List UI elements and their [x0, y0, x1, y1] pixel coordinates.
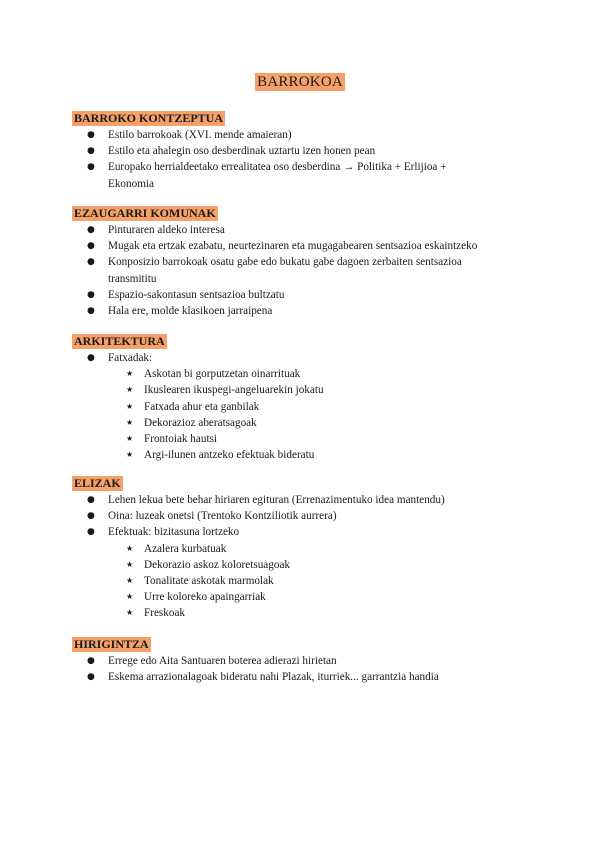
section-heading: BARROKO KONTZEPTUA	[74, 111, 224, 125]
bullet-list	[72, 222, 542, 319]
section-heading: HIRIGINTZA	[74, 637, 149, 651]
list-item: ● Errege edo Aita Santuaren boterea adierazi hirietan	[72, 653, 542, 669]
sub-list-item: ★ Ikuslearen ikuspegi-angeluarekin jokatu	[72, 382, 542, 398]
list-item: ● Hala ere, molde klasikoen jarraipena	[72, 303, 542, 319]
section-ezaugarri-komunak	[72, 204, 542, 319]
section-arkitektura	[72, 332, 542, 463]
list-item: ● Europako herrialdeetako errealitatea oso desberdina → Politika + Erlijioa +	[72, 159, 542, 175]
list-item: ● Espazio-sakontasun sentsazioa bultzatu	[72, 287, 542, 303]
section-heading: EZAUGARRI KOMUNAK	[74, 206, 216, 220]
section-barroko-kontzeptua	[72, 109, 542, 192]
sub-list-item: ★ Azalera kurbatuak	[72, 541, 542, 557]
list-item-continuation: Ekonomia	[108, 177, 154, 190]
bullet-list	[72, 350, 542, 366]
document-title	[0, 73, 600, 91]
section-elizak	[72, 474, 542, 622]
section-hirigintza	[72, 635, 542, 685]
star-list	[72, 541, 542, 622]
list-item: ● Lehen lekua bete behar hiriaren egituran (Errenazimentuko idea mantendu)	[72, 492, 542, 508]
sub-list-item: ★ Tonalitate askotak marmolak	[72, 573, 542, 589]
list-item: ● Mugak eta ertzak ezabatu, neurtezinaren eta mugagabearen sentsazioa eskaintzeko	[72, 238, 542, 254]
sub-list-item: ★ Freskoak	[72, 605, 542, 621]
bullet-list	[72, 492, 542, 541]
star-list	[72, 366, 542, 463]
sub-list-item: ★ Urre koloreko apaingarriak	[72, 589, 542, 605]
bullet-list	[72, 653, 542, 685]
bullet-list	[72, 127, 542, 192]
section-heading: ELIZAK	[74, 476, 121, 490]
document-title-text: BARROKOA	[257, 74, 343, 90]
list-item: ● Fatxadak:	[72, 350, 542, 366]
sub-list-item: ★ Frontoiak hautsi	[72, 431, 542, 447]
sub-list-item: ★ Dekorazioz aberatsagoak	[72, 415, 542, 431]
list-item: ● Konposizio barrokoak osatu gabe edo bukatu gabe dagoen zerbaiten sentsazioa	[72, 254, 542, 270]
sub-list-item: ★ Fatxada ahur eta ganbilak	[72, 399, 542, 415]
list-item: ● Eskema arrazionalagoak bideratu nahi Plazak, iturriek... garrantzia handia	[72, 669, 542, 685]
sub-list-item: ★ Argi-ilunen antzeko efektuak bideratu	[72, 447, 542, 463]
list-item: ● Oina: luzeak onetsi (Trentoko Kontziliotik aurrera)	[72, 508, 542, 524]
sub-list-item: ★ Dekorazio askoz koloretsuagoak	[72, 557, 542, 573]
section-heading: ARKITEKTURA	[74, 334, 165, 348]
list-item: ● Estilo eta ahalegin oso desberdinak uztartu izen honen pean	[72, 143, 542, 159]
list-item: ● Estilo barrokoak (XVI. mende amaieran)	[72, 127, 542, 143]
list-item-continuation: transmititu	[108, 272, 157, 285]
sub-list-item: ★ Askotan bi gorputzetan oinarrituak	[72, 366, 542, 382]
list-item: ● Pinturaren aldeko interesa	[72, 222, 542, 238]
list-item: ● Efektuak: bizitasuna lortzeko	[72, 524, 542, 540]
